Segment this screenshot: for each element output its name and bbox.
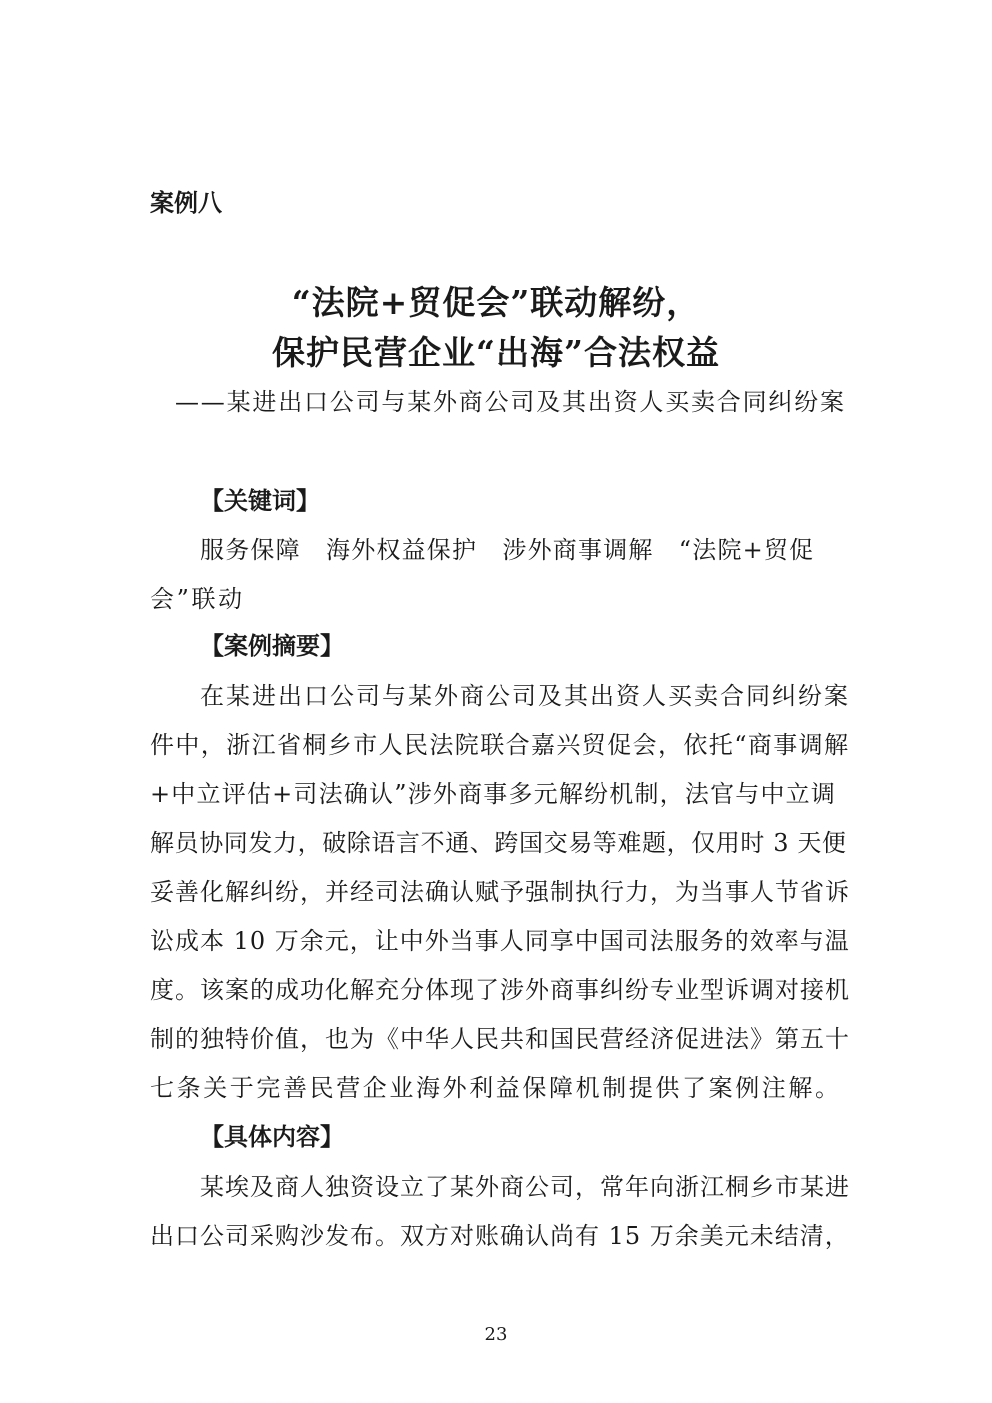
summary-line: 妥善化解纠纷，并经司法确认赋予强制执行力，为当事人节省诉 — [150, 878, 850, 906]
summary-heading: 【案例摘要】 — [200, 632, 344, 660]
summary-line: 在某进出口公司与某外商公司及其出资人买卖合同纠纷案 — [200, 682, 850, 710]
page-number: 23 — [484, 1324, 508, 1345]
keywords-line: 服务保障 海外权益保护 涉外商事调解 “法院+贸促 — [200, 536, 815, 564]
case-number: 案例八 — [150, 189, 222, 217]
content-line: 某埃及商人独资设立了某外商公司，常年向浙江桐乡市某进 — [200, 1173, 850, 1201]
keywords-line: 会”联动 — [150, 585, 245, 613]
summary-line: 解员协同发力，破除语言不通、跨国交易等难题，仅用时 3 天便 — [150, 829, 847, 857]
summary-line: 件中，浙江省桐乡市人民法院联合嘉兴贸促会，依托“商事调解 — [150, 731, 850, 759]
content-line: 出口公司采购沙发布。双方对账确认尚有 15 万余美元未结清， — [150, 1222, 850, 1250]
keywords-heading: 【关键词】 — [200, 487, 320, 515]
title-line-2: 保护民营企业“出海”合法权益 — [272, 333, 720, 372]
content-heading: 【具体内容】 — [200, 1123, 344, 1151]
title-line-1: “法院+贸促会”联动解纷， — [291, 283, 701, 322]
summary-line: +中立评估+司法确认”涉外商事多元解纷机制，法官与中立调 — [150, 780, 837, 808]
summary-line: 七条关于完善民营企业海外利益保障机制提供了案例注解。 — [150, 1074, 842, 1102]
subtitle: ——某进出口公司与某外商公司及其出资人买卖合同纠纷案 — [175, 388, 846, 416]
summary-line: 制的独特价值，也为《中华人民共和国民营经济促进法》第五十 — [150, 1025, 850, 1053]
summary-line: 讼成本 10 万余元，让中外当事人同享中国司法服务的效率与温 — [150, 927, 850, 955]
summary-line: 度。该案的成功化解充分体现了涉外商事纠纷专业型诉调对接机 — [150, 976, 850, 1004]
